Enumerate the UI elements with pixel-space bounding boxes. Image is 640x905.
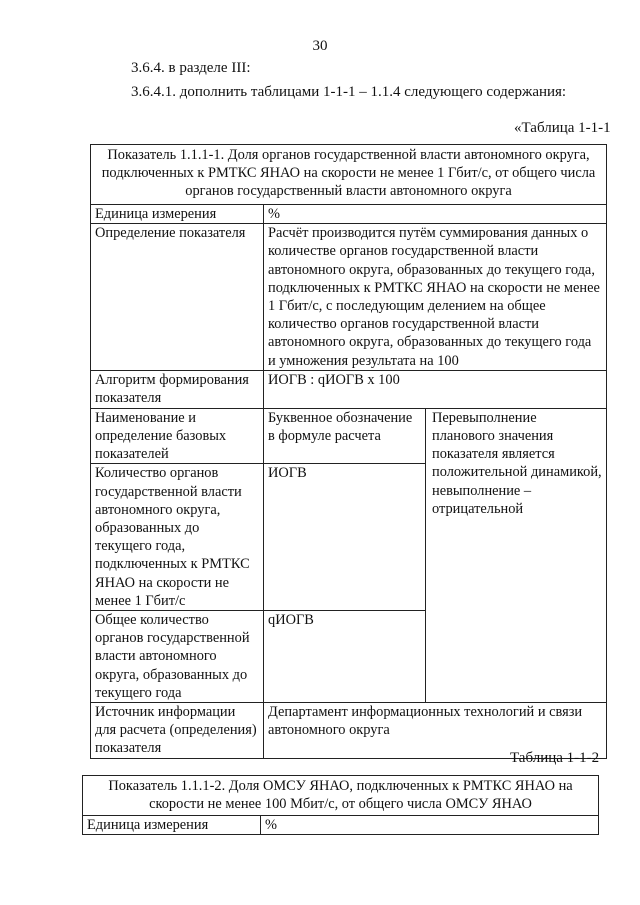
unit-label: Единица измерения	[83, 816, 261, 835]
algorithm-label: Алгоритм формирования показателя	[91, 370, 264, 408]
unit-value: %	[261, 816, 599, 835]
page-number: 30	[312, 38, 328, 54]
base-indicator-symbol: qИОГВ	[264, 611, 426, 703]
definition-value: Расчёт производится путём суммирования данных о количестве органов государственной власти автономного округа, образованных до текущего года, подключенных к РМТКС ЯНАО на скорости не менее 1 Гбит/с, с последующим делением на общее количество органов государственной власти автономного округа, образованных до текущего года и умножения результата на 100	[264, 224, 607, 371]
table-1-title: Показатель 1.1.1-1. Доля органов государственной власти автономного округа, подключенных к РМТКС ЯНАО на скорости не менее 1 Гбит/с, от общего числа органов государственный власти автономного округа	[91, 145, 607, 205]
indicator-table-2	[82, 775, 599, 835]
indicator-table-1	[90, 144, 607, 759]
performance-note: Перевыполнение планового значения показателя является положительной динамикой, невыполнение – отрицательной	[426, 408, 607, 702]
source-label: Источник информации для расчета (определения) показателя	[91, 703, 264, 759]
section-subheading: 3.6.4.1. дополнить таблицами 1-1-1 – 1.1.4 следующего содержания:	[131, 84, 567, 100]
table-1-caption: «Таблица 1-1-1	[514, 120, 611, 136]
source-value: Департамент информационных технологий и связи автономного округа	[264, 703, 607, 759]
symbol-header: Буквенное обозначение в формуле расчета	[264, 408, 426, 464]
algorithm-formula: ИОГВ : qИОГВ x 100	[264, 370, 607, 408]
base-indicator-name: Общее количество органов государственной власти автономного округа, образованных до текущего года	[91, 611, 264, 703]
unit-label: Единица измерения	[91, 205, 264, 224]
definition-label: Определение показателя	[91, 224, 264, 371]
base-indicator-symbol: ИОГВ	[264, 464, 426, 611]
section-heading: 3.6.4. в разделе III:	[131, 60, 251, 76]
base-indicators-label: Наименование и определение базовых показателей	[91, 408, 264, 464]
table-2-caption: Таблица 1-1-2	[510, 750, 600, 766]
unit-value: %	[264, 205, 607, 224]
base-indicator-name: Количество органов государственной власти автономного округа, образованных до текущего года, подключенных к РМТКС ЯНАО на скорости не менее 1 Гбит/с	[91, 464, 264, 611]
table-2-title: Показатель 1.1.1-2. Доля ОМСУ ЯНАО, подключенных к РМТКС ЯНАО на скорости не менее 100 Мбит/с, от общего числа ОМСУ ЯНАО	[83, 776, 599, 816]
